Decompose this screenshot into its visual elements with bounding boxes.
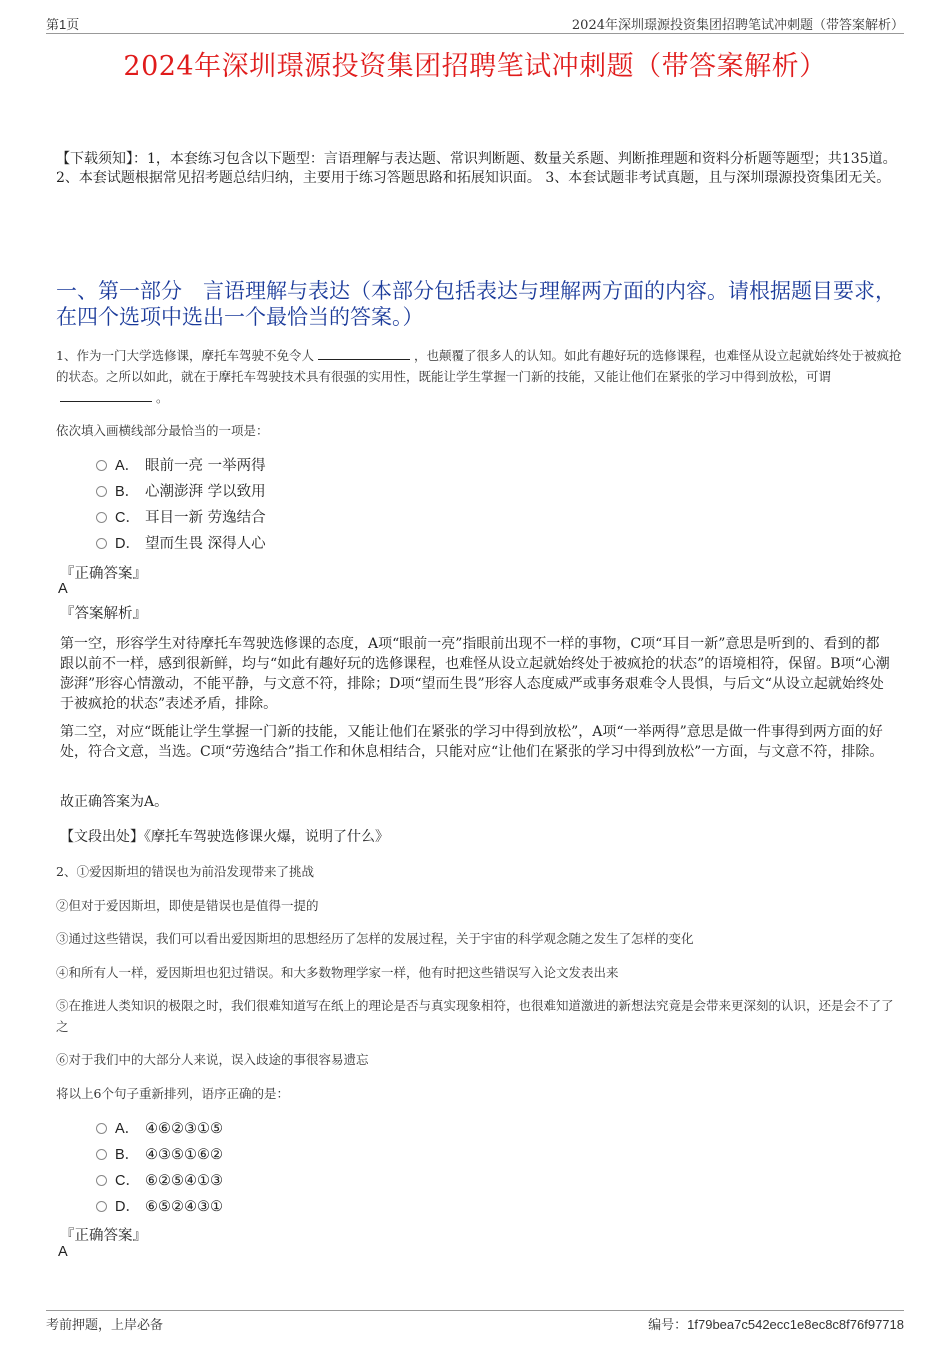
radio-icon[interactable]: [96, 1175, 107, 1186]
header-doc-title: 2024年深圳璟源投资集团招聘笔试冲刺题（带答案解析）: [571, 18, 904, 33]
q2-prompt: 将以上6个句子重新排列，语序正确的是：: [56, 1086, 289, 1101]
q1-analysis-paragraph-2: 第二空，对应“既能让学生掌握一门新的技能，又能让他们在紧张的学习中得到放松”，A项“一举两得”意思是做一件事得到两方面的好处，符合文意，当选。C项“劳逸结合”指工作和休息相结合，只能对应“让他们在紧张的学习中得到放松”一方面，与文意不符，排除。: [60, 724, 884, 760]
q2-option-b[interactable]: B． ④③⑤①⑥②: [96, 1144, 223, 1166]
question-1-stem-part-2: ，也颠覆了很多人的认知。如此有趣好玩的选修课程，也难怪从设立起就始终处于被疯抢的状态。之所以如此，就在于摩托车驾驶技术具有很强的实用性，既能让学生掌握一门新的技能，又能让他们在紧张的学习中得到放松，可谓: [56, 348, 902, 384]
download-notice: 【下载须知】：1，本套练习包含以下题型：言语理解与表达题、常识判断题、数量关系题、判断推理题和资料分析题等题型；共135道。 2、本套试题根据常见招考题总结归纳，主要用于练习答题思路和拓展知识面。 3、本套试题非考试真题，且与深圳璟源投资集团无关。: [56, 151, 897, 186]
fill-blank-2: [60, 389, 152, 402]
q2-sentence-3: ③通过这些错误，我们可以看出爱因斯坦的思想经历了怎样的发展过程，关于宇宙的科学观念随之发生了怎样的变化: [56, 931, 694, 946]
radio-icon[interactable]: [96, 1201, 107, 1212]
q2-answer-label: 『正确答案』: [60, 1228, 147, 1244]
q1-analysis-label: 『答案解析』: [60, 606, 147, 622]
header-divider: [46, 33, 904, 34]
radio-icon[interactable]: [96, 1123, 107, 1134]
footer-code-label: 编号：: [648, 1318, 688, 1333]
q2-sentence-1: 2、①爱因斯坦的错误也为前沿发现带来了挑战: [56, 864, 314, 879]
question-1-prompt: 依次填入画横线部分最恰当的一项是：: [56, 423, 269, 438]
radio-icon[interactable]: [96, 512, 107, 523]
q1-answer: A: [58, 581, 68, 597]
radio-icon[interactable]: [96, 538, 107, 549]
q2-answer: A: [58, 1244, 68, 1260]
question-1-stem-part-3: 。: [156, 390, 169, 405]
q1-analysis-paragraph-1: 第一空，形容学生对待摩托车驾驶选修课的态度，A项“眼前一亮”指眼前出现不一样的事物，C项“耳目一新”意思是听到的、看到的都跟以前不一样，感到很新鲜，均与“如此有趣好玩的选修课程，也难怪从设立起就始终处于被疯抢的状态”的语境相符，保留。B项“心潮澎湃”形容心情激动，不能平静，与文意不符，排除；D项“望而生畏”形容人态度威严或事务艰难令人畏惧，与后文“从设立起就始终处于被疯抢的状态”表述矛盾，排除。: [60, 636, 890, 712]
radio-icon[interactable]: [96, 486, 107, 497]
question-1-stem-part-1: 1、作为一门大学选修课，摩托车驾驶不免令人: [56, 348, 314, 363]
q2-sentence-6: ⑥对于我们中的大部分人来说，误入歧途的事很容易遗忘: [56, 1052, 369, 1067]
footer-divider: [46, 1310, 904, 1311]
q1-option-c[interactable]: C． 耳目一新 劳逸结合: [96, 507, 266, 529]
header-page-number: 第1页: [46, 17, 80, 32]
q1-analysis-conclusion: 故正确答案为A。: [60, 794, 169, 810]
q2-option-a[interactable]: A． ④⑥②③①⑤: [96, 1118, 223, 1140]
q2-sentence-4: ④和所有人一样，爱因斯坦也犯过错误。和大多数物理学家一样，他有时把这些错误写入论文发表出来: [56, 965, 619, 980]
q2-option-d[interactable]: D． ⑥⑤②④③①: [96, 1196, 223, 1218]
q1-answer-label: 『正确答案』: [60, 566, 147, 582]
section-heading: 一、第一部分 言语理解与表达（本部分包括表达与理解两方面的内容。请根据题目要求，在四个选项中选出一个最恰当的答案。）: [56, 279, 896, 329]
page-title: 2024年深圳璟源投资集团招聘笔试冲刺题（带答案解析）: [123, 51, 827, 82]
fill-blank-1: [318, 347, 410, 360]
q1-source: 【文段出处】《摩托车驾驶选修课火爆，说明了什么》: [60, 829, 389, 845]
question-1-stem: [56, 345, 902, 408]
q2-sentence-2: ②但对于爱因斯坦，即使是错误也是值得一提的: [56, 898, 319, 913]
radio-icon[interactable]: [96, 460, 107, 471]
q1-option-b[interactable]: B． 心潮澎湃 学以致用: [96, 481, 266, 503]
q1-option-d[interactable]: D． 望而生畏 深得人心: [96, 533, 266, 555]
footer-code-value: 1f79bea7c542ecc1e8ec8c8f76f97718: [687, 1317, 904, 1332]
footer-doc-code: [648, 1314, 904, 1333]
q2-sentence-5: ⑤在推进人类知识的极限之时，我们很难知道写在纸上的理论是否与真实现象相符，也很难知道激进的新想法究竟是会带来更深刻的认识，还是会不了了之: [56, 998, 894, 1034]
q1-option-a[interactable]: A． 眼前一亮 一举两得: [96, 455, 266, 477]
q2-option-c[interactable]: C． ⑥②⑤④①③: [96, 1170, 223, 1192]
radio-icon[interactable]: [96, 1149, 107, 1160]
footer-slogan: 考前押题，上岸必备: [46, 1318, 164, 1333]
